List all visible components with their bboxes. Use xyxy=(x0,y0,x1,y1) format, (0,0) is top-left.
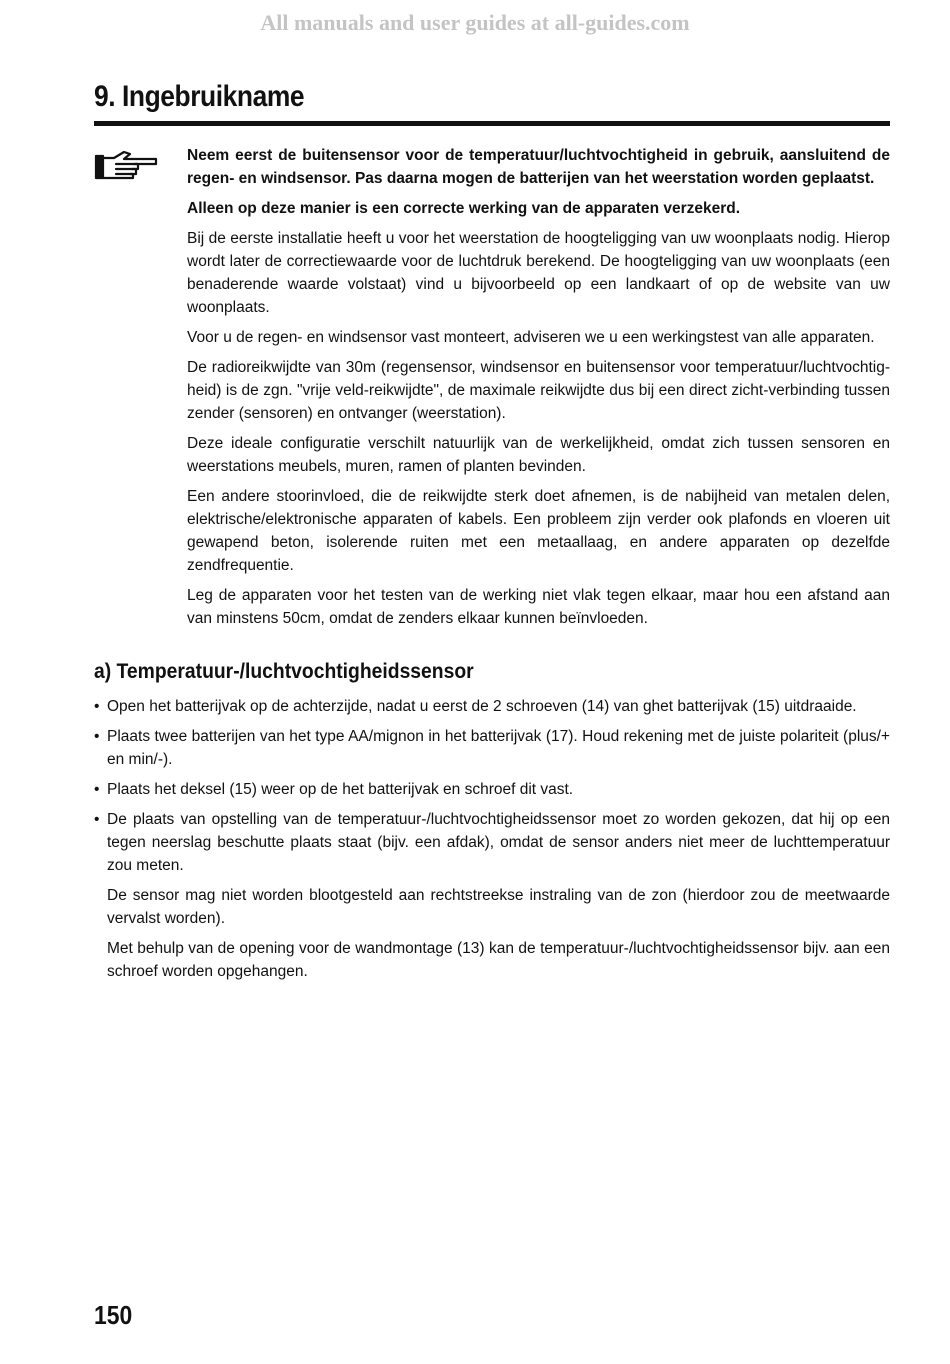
list-item-text: Open het batterijvak op de achterzijde, nadat u eerst de 2 schroeven (14) van ghet batterijvak (15) uitdraaide. xyxy=(107,698,857,715)
section-title: 9. Ingebruikname xyxy=(94,80,305,113)
list-item-text: Plaats twee batterijen van het type AA/mignon in het batterijvak (17). Houd rekening met de juiste polariteit (plus/+ en min/-). xyxy=(107,728,890,768)
watermark-text: All manuals and user guides at all-guides.com xyxy=(260,10,690,35)
list-item-text: Plaats het deksel (15) weer op de het batterijvak en schroef dit vast. xyxy=(107,781,574,798)
paragraph-interference: Een andere stoorinvloed, die de reikwijdte sterk doet afnemen, is de nabijheid van metalen delen, elektrische/elektronische apparaten of kabels. Een probleem zijn verder ook plafonds en vloeren uit gewapend beton, isolerende ruiten met een metaallaag, en andere apparaten op dezelfde zendfrequentie. xyxy=(187,488,890,574)
page-number: 150 xyxy=(94,1300,133,1330)
title-divider xyxy=(94,121,890,126)
list-item xyxy=(94,778,890,801)
important-note-followup: Alleen op deze manier is een correcte werking van de apparaten verzekerd. xyxy=(187,200,741,217)
pointing-hand-icon xyxy=(94,148,158,184)
subsection-title: a) Temperatuur-/luchtvochtigheidssensor xyxy=(94,660,474,683)
list-continuation-wall-mount: Met behulp van de opening voor de wandmontage (13) kan de temperatuur-/luchtvochtigheidssensor bijv. aan een schroef worden opgehangen. xyxy=(107,940,890,980)
paragraph-ideal-config: Deze ideale configuratie verschilt natuurlijk van de werkelijkheid, omdat zich tussen sensoren en weerstations meubels, muren, ramen of planten bevinden. xyxy=(187,435,890,475)
paragraph-altitude: Bij de eerste installatie heeft u voor het weerstation de hoogteligging van uw woonplaats nodig. Hierop wordt later de correctiewaarde voor de luchtdruk berekend. De hoogteligging van uw woonplaats (een benaderende waarde volstaat) vind u bijvoorbeeld op een landkaart of op de website van uw woonplaats. xyxy=(187,230,890,316)
paragraph-test-distance: Leg de apparaten voor het testen van de werking niet vlak tegen elkaar, maar hou een afstand aan van minstens 50cm, omdat de zenders elkaar kunnen beïnvloeden. xyxy=(187,587,890,627)
list-item xyxy=(94,725,890,771)
important-note: Neem eerst de buitensensor voor de temperatuur/luchtvochtigheid in gebruik, aansluitend de regen- en windsensor. Pas daarna mogen de batterijen van het weerstation worden geplaatst. xyxy=(187,147,890,187)
bullet-marker: • xyxy=(94,781,100,798)
list-continuation-sunlight: De sensor mag niet worden blootgesteld aan rechtstreekse instraling van de zon (hierdoor zou de meetwaarde vervalst worden). xyxy=(107,887,890,927)
list-item-text: De plaats van opstelling van de temperatuur-/luchtvochtigheidssensor moet zo worden gekozen, dat hij op een tegen neerslag beschutte plaats staat (bijv. een afdak), omdat de sensor anders niet meer de luchttemperatuur zou meten. xyxy=(107,811,890,874)
bullet-marker: • xyxy=(94,698,100,715)
list-item xyxy=(94,695,890,718)
paragraph-function-test: Voor u de regen- en windsensor vast monteert, adviseren we u een werkingstest van alle apparaten. xyxy=(187,329,875,346)
bullet-marker: • xyxy=(94,811,100,828)
bullet-marker: • xyxy=(94,728,100,745)
paragraph-radio-range: De radioreikwijdte van 30m (regensensor, windsensor en buitensensor voor temperatuur/luchtvochtig-heid) is de zgn. "vrije veld-reikwijdte", de maximale reikwijdte dus bij een direct zicht-verbinding tussen zender (sensoren) en ontvanger (weerstation). xyxy=(187,359,890,422)
instruction-list xyxy=(94,695,890,990)
list-item xyxy=(94,808,890,877)
intro-section xyxy=(187,144,890,637)
